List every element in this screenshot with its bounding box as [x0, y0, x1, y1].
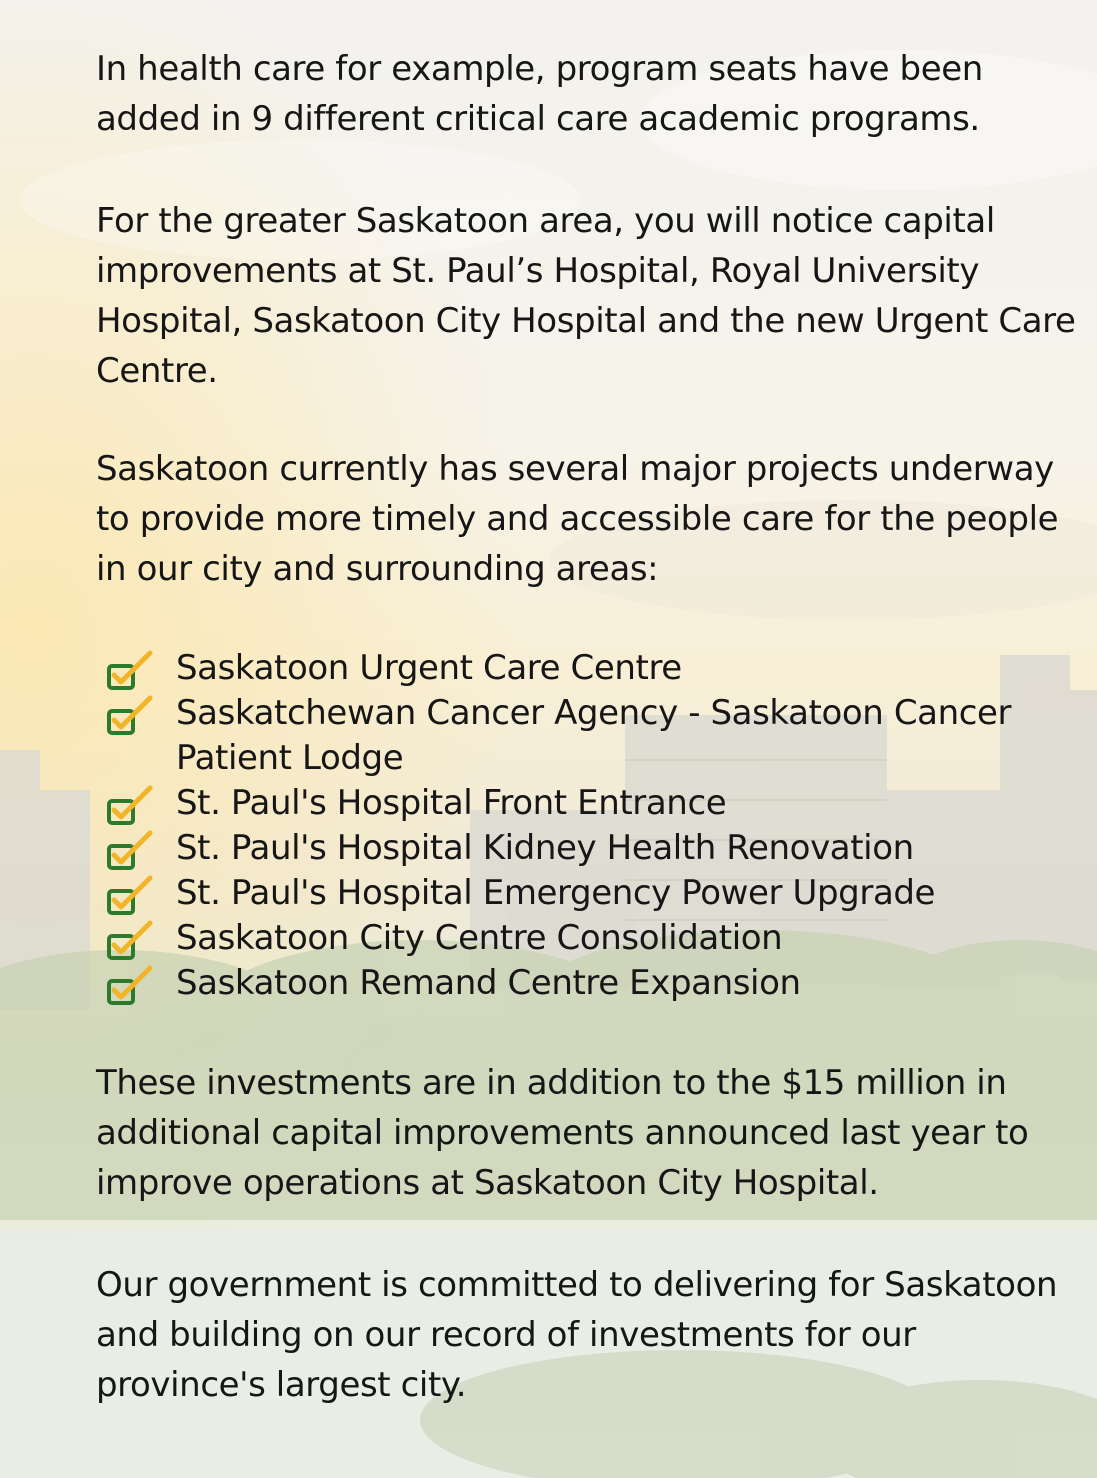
paragraph-major-projects-intro: Saskatoon currently has several major projects underway to provide more timely and accessible care for the people in our city and surrounding areas:: [96, 449, 1059, 589]
checkbox-checked-icon: [106, 875, 158, 921]
project-list-item: [96, 916, 1091, 961]
project-label: St. Paul's Hospital Kidney Health Renovation: [176, 828, 914, 868]
paragraph-health-care-seats: In health care for example, program seats have been added in 9 different critical care academic programs.: [96, 49, 983, 139]
projects-checklist: [96, 646, 1091, 1006]
project-list-item: [96, 781, 1091, 826]
checkbox-checked-icon: [106, 650, 158, 696]
project-list-item: [96, 871, 1091, 916]
project-list-item: [96, 691, 1091, 781]
project-label: Saskatchewan Cancer Agency - Saskatoon Cancer Patient Lodge: [176, 693, 1012, 778]
project-list-item: [96, 646, 1091, 691]
project-list-item: [96, 961, 1091, 1006]
checkbox-checked-icon: [106, 920, 158, 966]
checkbox-checked-icon: [106, 965, 158, 1011]
checkbox-checked-icon: [106, 830, 158, 876]
project-label: St. Paul's Hospital Emergency Power Upgrade: [176, 873, 936, 913]
paragraph-government-commitment: Our government is committed to delivering for Saskatoon and building on our record of investments for our province's largest city.: [96, 1265, 1058, 1405]
project-label: Saskatoon Urgent Care Centre: [176, 648, 682, 688]
project-list-item: [96, 826, 1091, 871]
paragraph-capital-improvements: For the greater Saskatoon area, you will notice capital improvements at St. Paul’s Hospital, Royal University Hospital, Saskatoon City Hospital and the new Urgent Care Centre.: [96, 201, 1076, 391]
paragraph-additional-investments: These investments are in addition to the $15 million in additional capital improvements announced last year to improve operations at Saskatoon City Hospital.: [96, 1063, 1029, 1203]
article-body: [96, 44, 1091, 1410]
project-label: St. Paul's Hospital Front Entrance: [176, 783, 727, 823]
checkbox-checked-icon: [106, 695, 158, 741]
project-label: Saskatoon Remand Centre Expansion: [176, 963, 801, 1003]
checkbox-checked-icon: [106, 785, 158, 831]
project-label: Saskatoon City Centre Consolidation: [176, 918, 783, 958]
